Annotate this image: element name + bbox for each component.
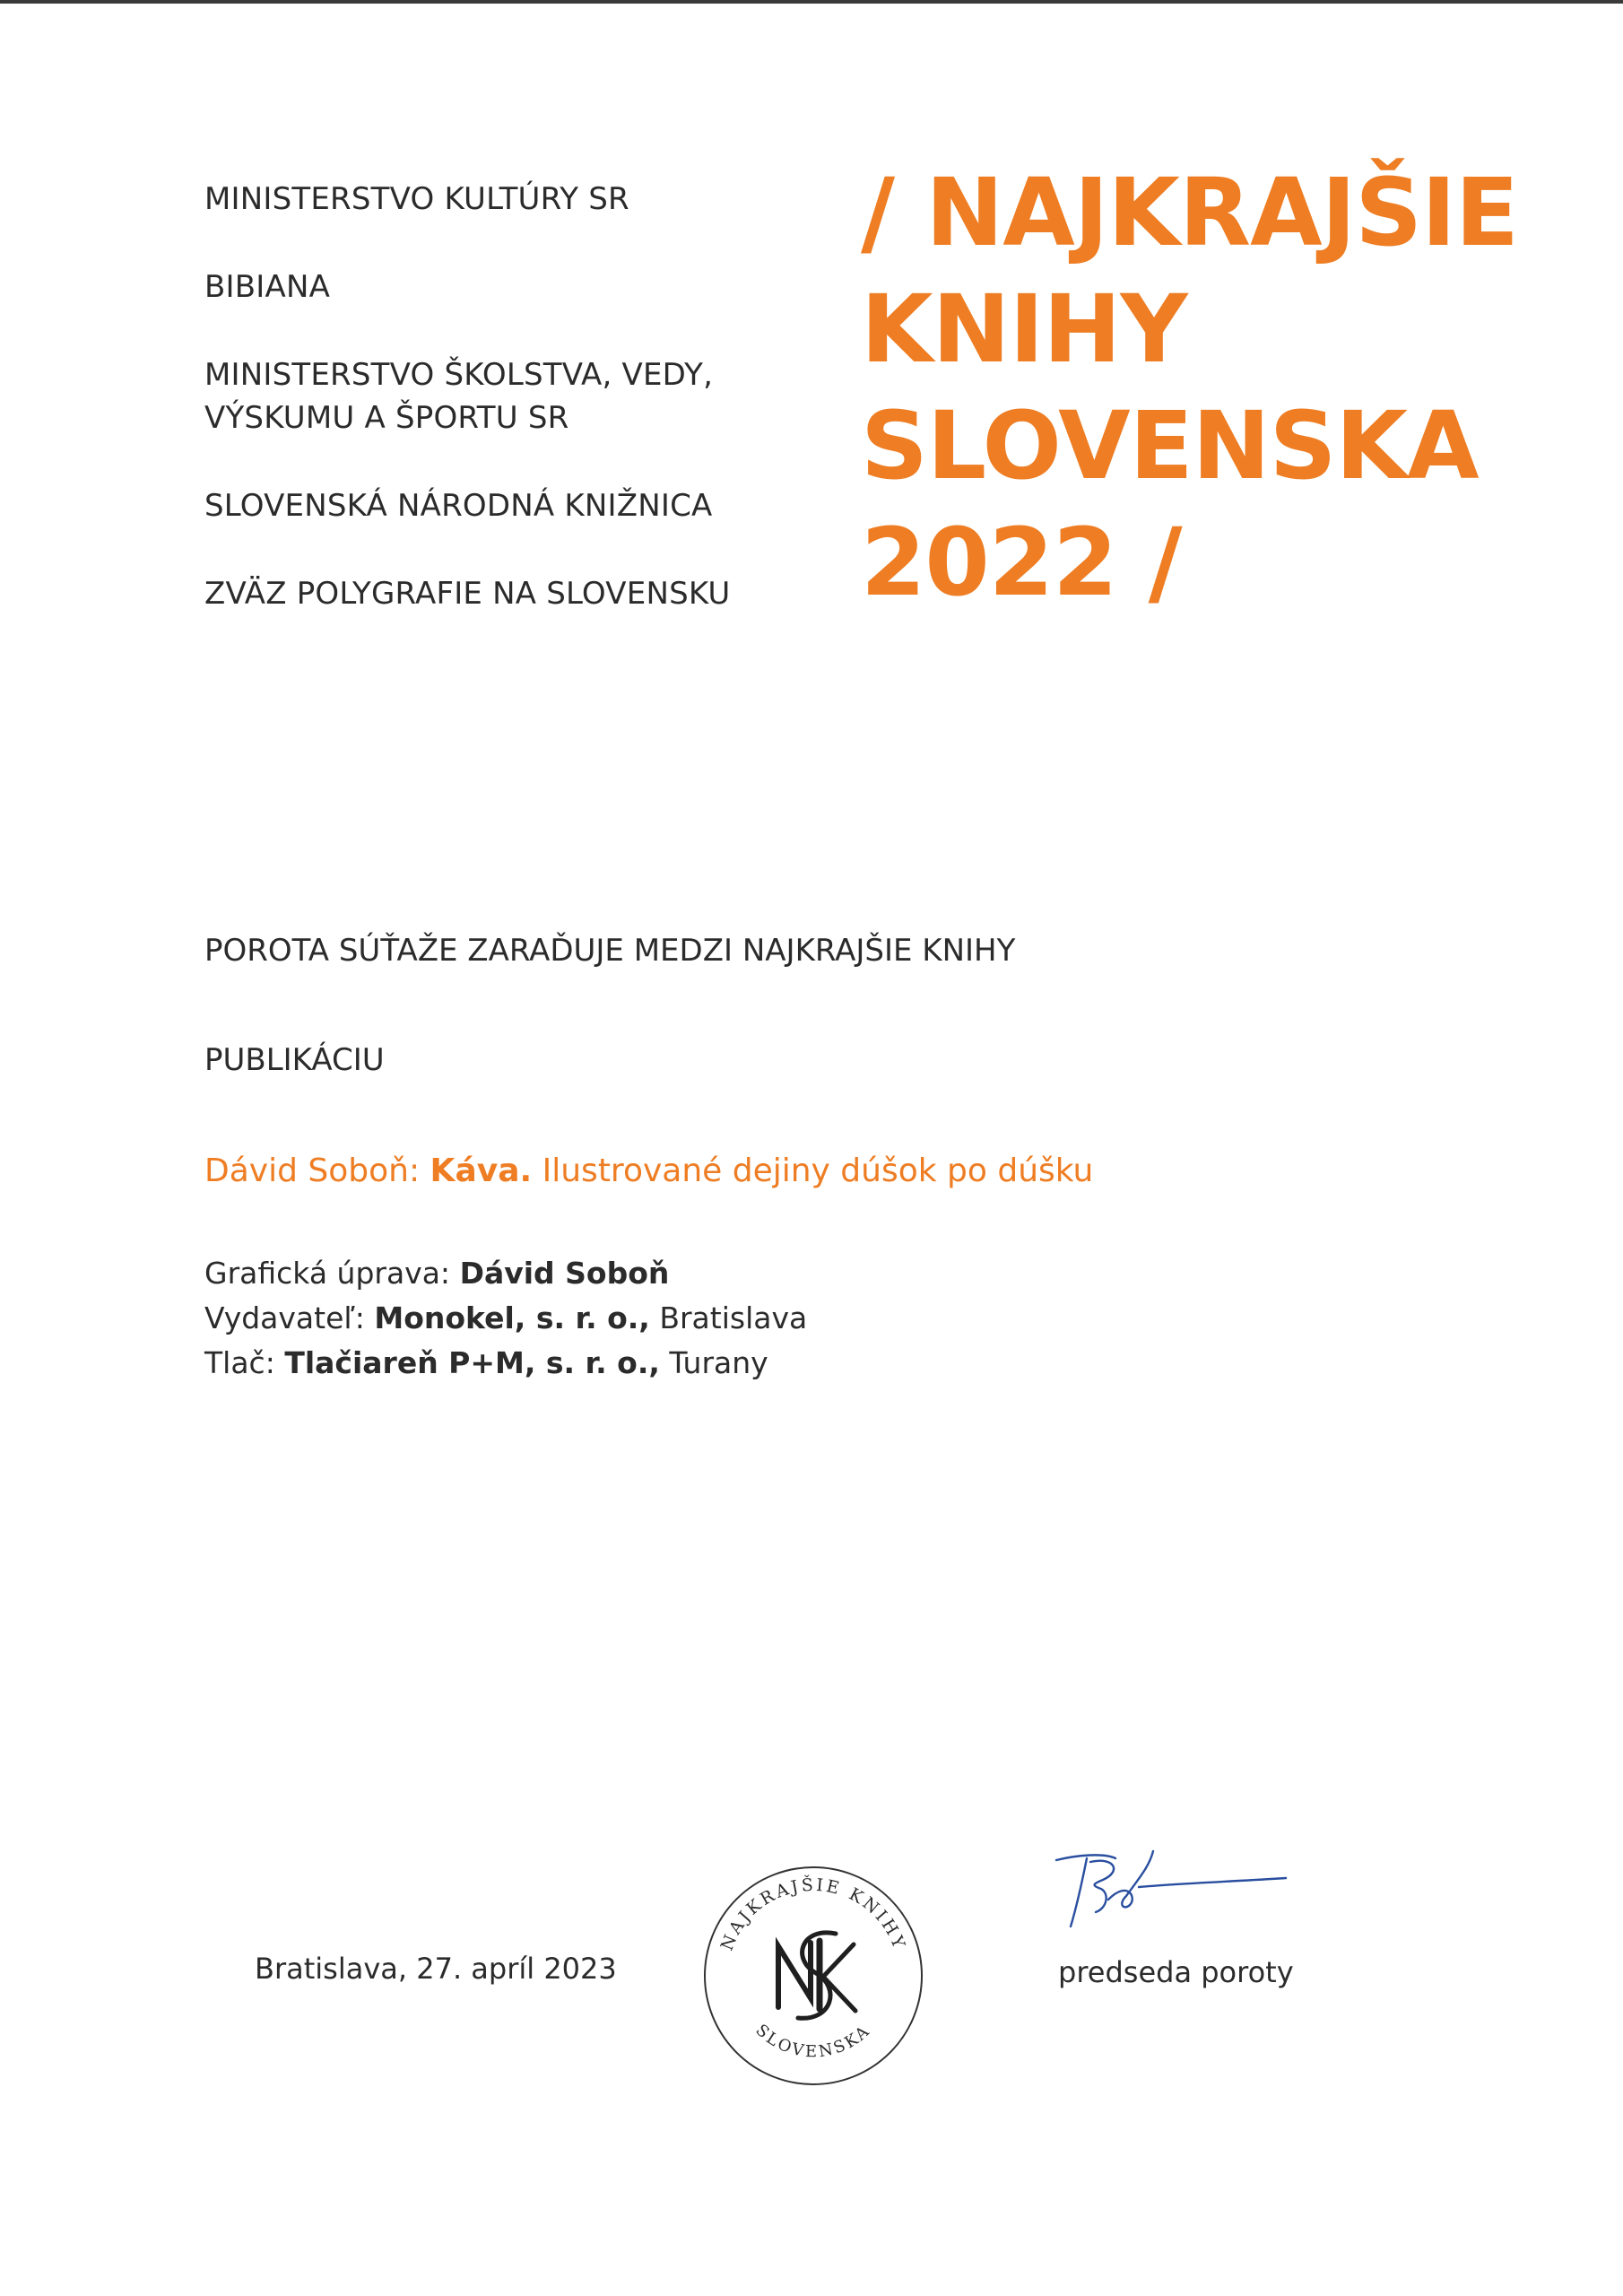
organizer-national-library: SLOVENSKÁ NÁRODNÁ KNIŽNICA <box>204 488 713 524</box>
place-and-date: Bratislava, 27. apríl 2023 <box>255 1952 617 1986</box>
organizer-ministry-culture: MINISTERSTVO KULTÚRY SR <box>204 181 629 217</box>
seal-top-text: NAJKRAJŠIE KNIHY <box>716 1874 910 1953</box>
signature-icon <box>1051 1849 1293 1935</box>
signatory-role: predseda poroty <box>1058 1955 1294 1989</box>
book-title <box>204 1152 1093 1189</box>
headline-line-1: / NAJKRAJŠIE <box>861 158 1518 267</box>
top-edge-line <box>0 0 1623 4</box>
svg-text:SLOVENSKA <box>752 2021 875 2061</box>
seal-monogram <box>778 1933 855 2018</box>
book-main-title: Káva. <box>430 1152 533 1189</box>
organizer-ministry-education <box>204 353 713 439</box>
credit-printer-city: Turany <box>669 1345 768 1380</box>
organizer-printing-union: ZVÄZ POLYGRAFIE NA SLOVENSKU <box>204 576 731 612</box>
headline-line-3: SLOVENSKA <box>861 391 1479 500</box>
organizer-ministry-education-line-1: MINISTERSTVO ŠKOLSTVA, VEDY, <box>204 357 714 393</box>
award-headline <box>861 154 1542 621</box>
credit-publisher-label: Vydavateľ: <box>204 1300 365 1335</box>
organizer-ministry-education-line-2: VÝSKUMU A ŠPORTU SR <box>204 400 569 436</box>
credit-printer-label: Tlač: <box>204 1345 275 1380</box>
book-subtitle: Ilustrované dejiny dúšok po dúšku <box>542 1152 1094 1189</box>
headline-line-2: KNIHY <box>861 274 1187 384</box>
credit-publisher-city: Bratislava <box>659 1300 808 1335</box>
headline-line-4: 2022 / <box>861 508 1182 617</box>
credit-publisher-value: Monokel, s. r. o., <box>374 1300 650 1335</box>
organizer-bibiana: BIBIANA <box>204 269 331 305</box>
credits-block <box>204 1251 807 1386</box>
credit-design-value: Dávid Soboň <box>459 1256 670 1291</box>
seal-icon <box>701 1864 925 2088</box>
credit-printer-value: Tlačiareň P+M, s. r. o., <box>284 1345 660 1380</box>
svg-text:NAJKRAJŠIE KNIHY <box>717 1874 910 1953</box>
jury-statement: POROTA SÚŤAŽE ZARAĎUJE MEDZI NAJKRAJŠIE KNIHY <box>204 933 1016 969</box>
publication-label: PUBLIKÁCIU <box>204 1042 385 1078</box>
book-author: Dávid Soboň: <box>204 1152 421 1189</box>
seal-bottom-text: SLOVENSKA <box>751 2021 875 2062</box>
credit-printer <box>204 1341 807 1386</box>
credit-design-label: Grafická úprava: <box>204 1256 451 1291</box>
credit-publisher <box>204 1296 807 1341</box>
credit-design <box>204 1251 807 1296</box>
